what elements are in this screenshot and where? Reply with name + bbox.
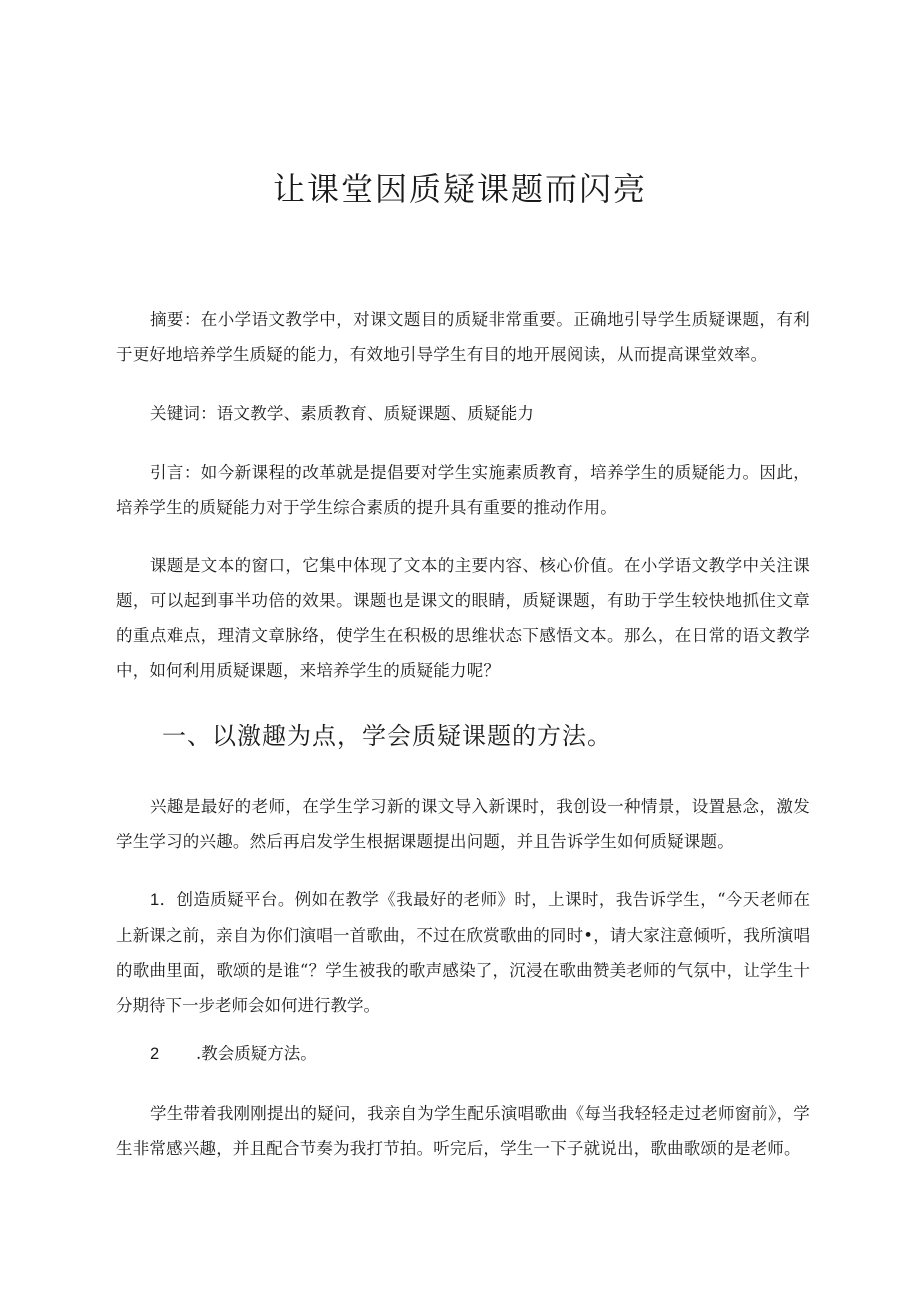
step-2-heading	[150, 1036, 317, 1072]
title-window-paragraph: 课题是文本的窗口，它集中体现了文本的主要内容、核心价值。在小学语文教学中关注课题，可以起到事半功倍的效果。课题也是课文的眼睛，质疑课题，有助于学生较快地抓住文章的重点难点，理清文章脉络，使学生在积极的思维状态下感悟文本。那么，在日常的语文教学中，如何利用质疑课题，来培养学生的质疑能力呢？	[116, 556, 810, 680]
abstract-paragraph: 摘要：在小学语文教学中，对课文题目的质疑非常重要。正确地引导学生质疑课题，有利于更好地培养学生质疑的能力，有效地引导学生有目的地开展阅读，从而提高课堂效率。	[116, 310, 810, 364]
step-2-number: 2	[150, 1045, 160, 1063]
intro-paragraph: 引言：如今新课程的改革就是提倡要对学生实施素质教育，培养学生的质疑能力。因此，培养学生的质疑能力对于学生综合素质的提升具有重要的推动作用。	[116, 463, 810, 517]
keywords-paragraph: 关键词：语文教学、素质教育、质疑课题、质疑能力	[150, 404, 535, 423]
step-2-paragraph: 学生带着我刚刚提出的疑问，我亲自为学生配乐演唱歌曲《每当我轻轻走过老师窗前》，学生非常感兴趣，并且配合节奏为我打节拍。听完后，学生一下子就说出，歌曲歌颂的是老师。	[116, 1104, 810, 1158]
step-1-number: 1	[150, 891, 160, 909]
step-1-paragraph	[116, 882, 810, 1023]
document-title: 让课堂因质疑课题而闪亮	[272, 170, 647, 208]
section-1-heading: 一、以激趣为点，学会质疑课题的方法。	[162, 722, 612, 750]
step-1-text: ．创造质疑平台。例如在教学《我最好的老师》时，上课时，我告诉学生，“今天老师在上新课之前，亲自为你们演唱一首歌曲，不过在欣赏歌曲的同时•，请大家注意倾听，我所演唱的歌曲里面，歌颂的是谁“？学生被我的歌声感染了，沉浸在歌曲赞美老师的气氛中，让学生十分期待下一步老师会如何进行教学。	[116, 890, 810, 1015]
step-2-text: .教会质疑方法。	[196, 1044, 317, 1063]
section-1-paragraph: 兴趣是最好的老师，在学生学习新的课文导入新课时，我创设一种情景，设置悬念，激发学生学习的兴趣。然后再启发学生根据课题提出问题，并且告诉学生如何质疑课题。	[116, 797, 810, 851]
